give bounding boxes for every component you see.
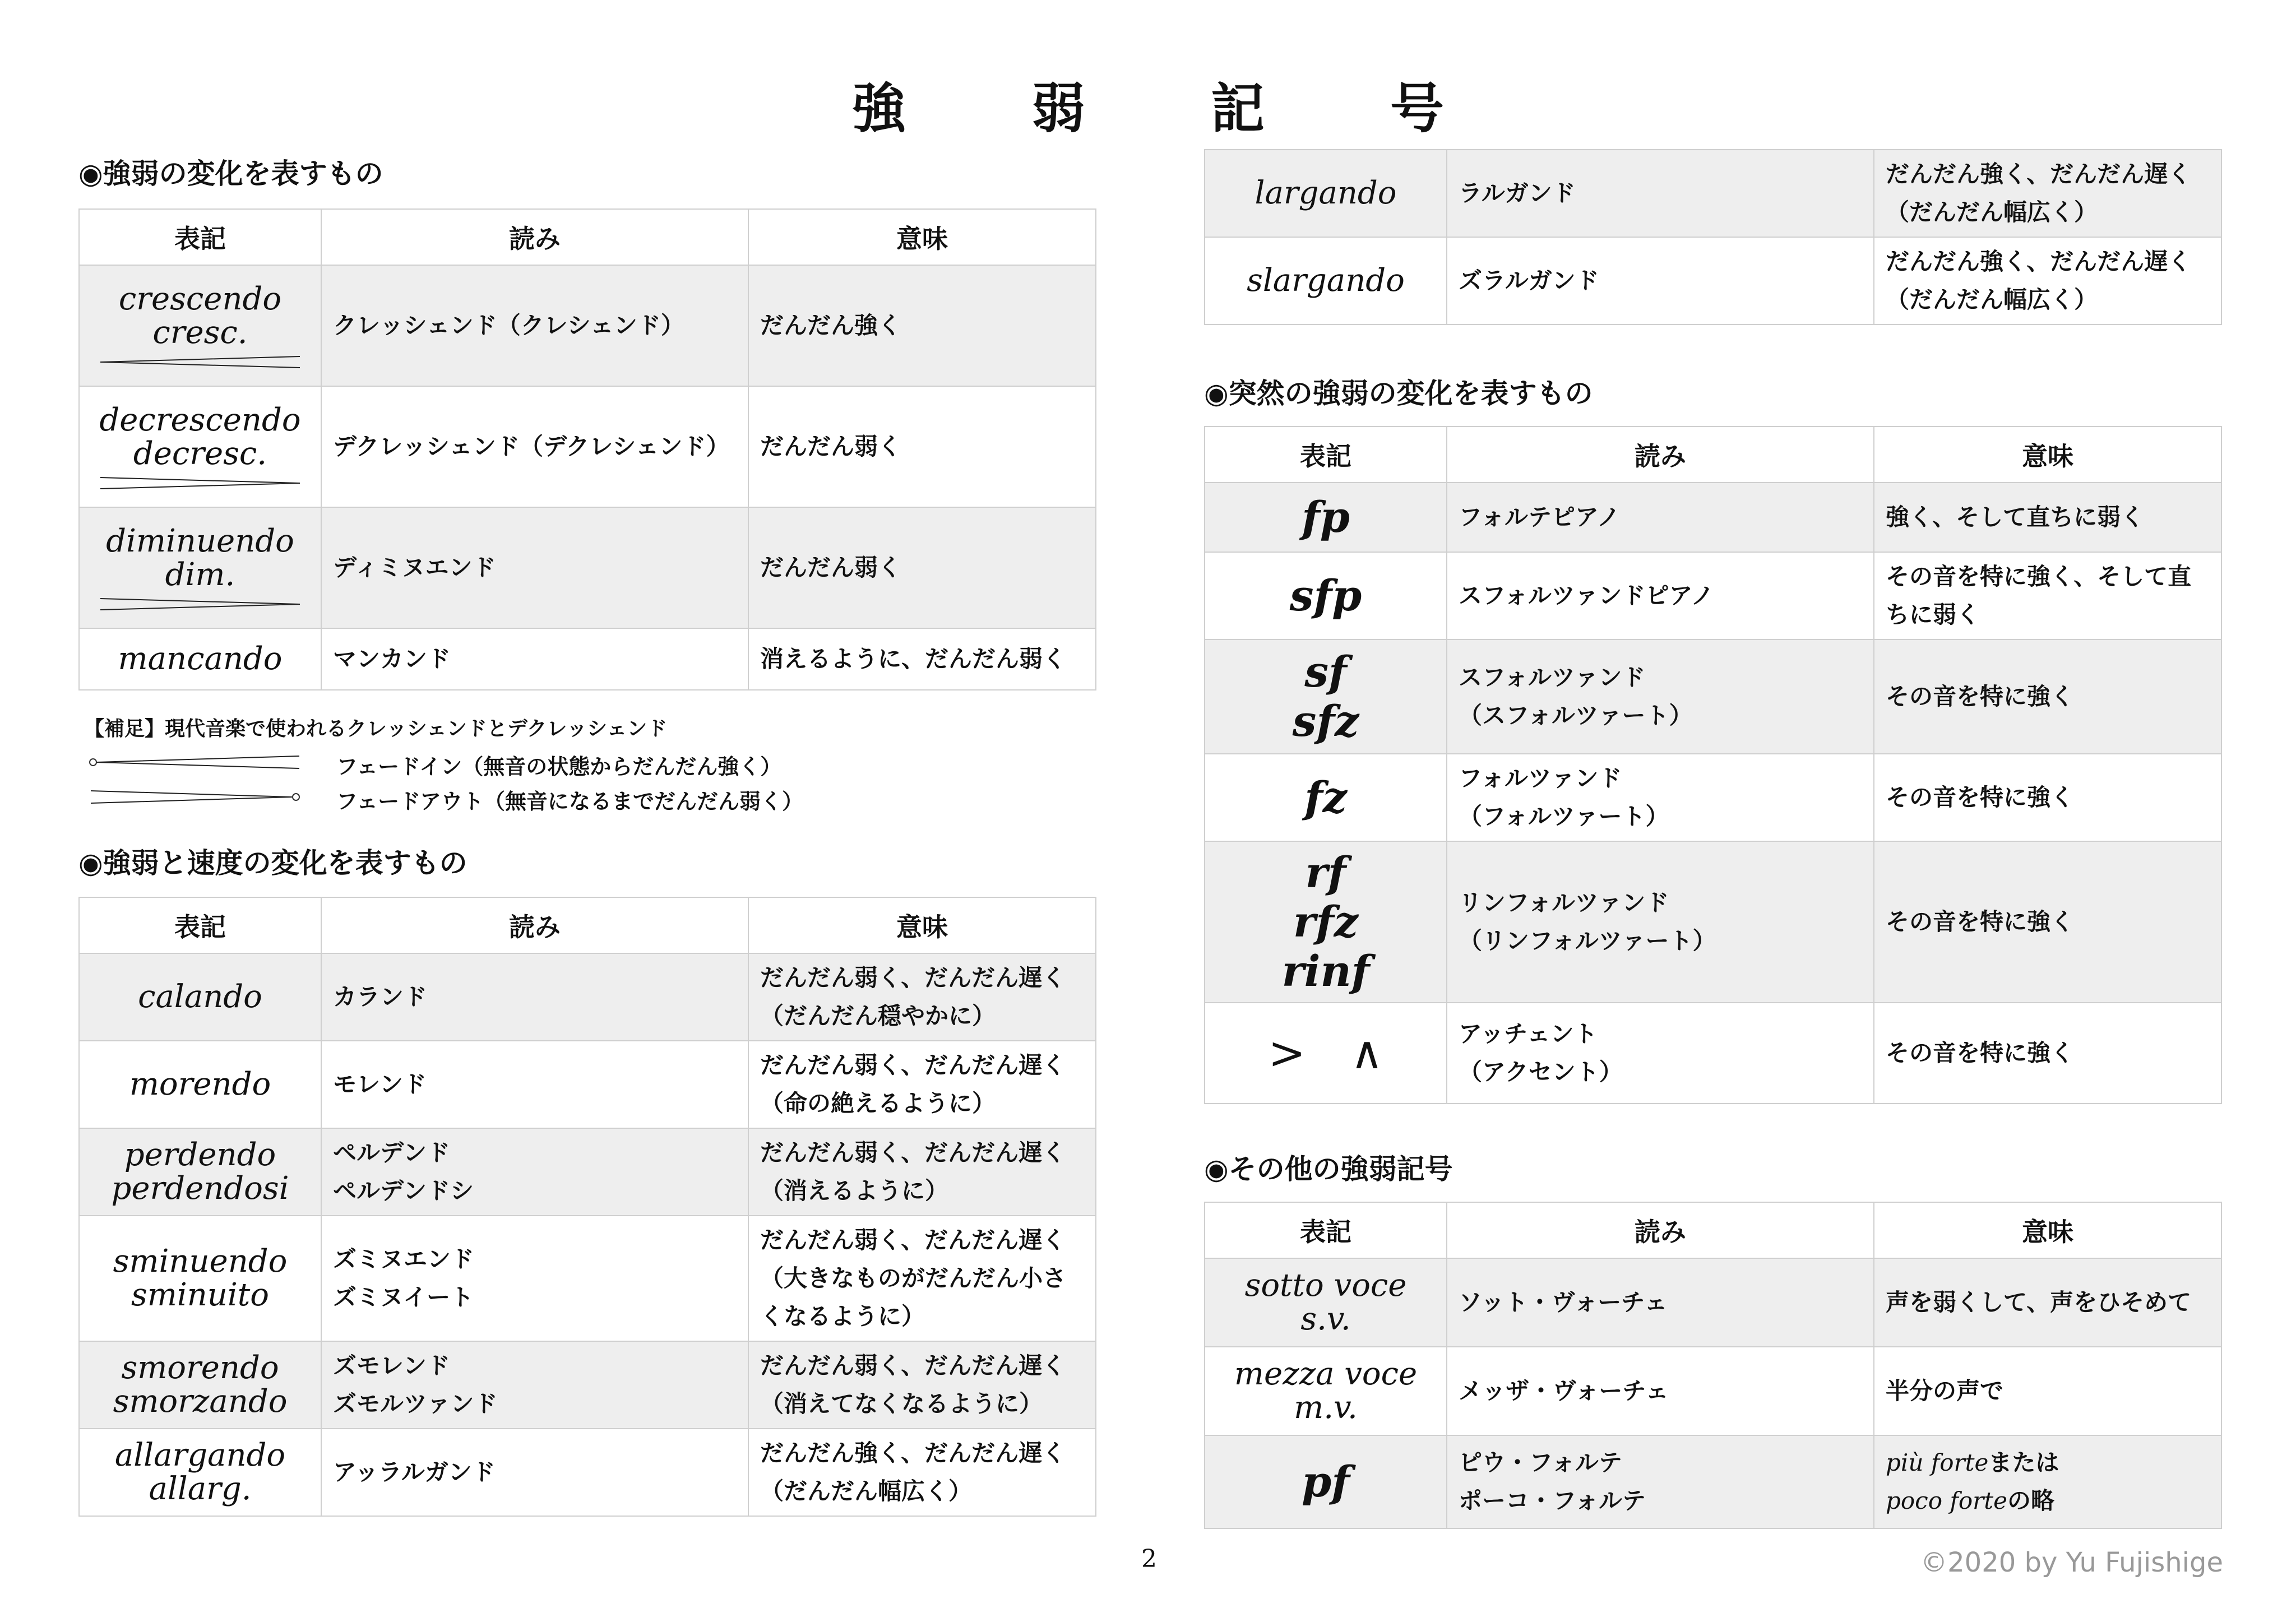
table-dynamic-tempo	[78, 897, 1096, 1517]
column-header-reading: 読み	[1447, 1202, 1874, 1258]
dynamic-mark: rfz	[1293, 897, 1358, 947]
table-row	[79, 1216, 1096, 1341]
table-other-dynamics	[1204, 1202, 2222, 1529]
meaning-line: 声を弱くして、声をひそめて	[1886, 1289, 2192, 1316]
notation-text: slargando	[1247, 262, 1405, 299]
table-header-row	[79, 897, 1096, 953]
notation-cell	[79, 628, 321, 690]
page-title: 強 弱 記 号	[852, 77, 1480, 140]
notation-cell	[79, 1041, 321, 1128]
meaning-italic: più forte	[1886, 1449, 1989, 1476]
reading-cell	[321, 1341, 748, 1429]
reading-cell	[321, 1429, 748, 1516]
notation-text: allargando	[114, 1437, 286, 1473]
meaning-line: （だんだん穏やかに）	[760, 1002, 996, 1030]
dynamic-mark: sfz	[1292, 696, 1359, 746]
table-row	[79, 386, 1096, 507]
column-header-meaning: 意味	[748, 897, 1096, 953]
notation-text: mancando	[118, 641, 283, 677]
dynamic-mark: sfp	[1289, 571, 1362, 620]
section-heading-tempo: ◉強弱と速度の変化を表すもの	[78, 847, 467, 879]
reading-line: スフォルツァンドピアノ	[1459, 582, 1715, 609]
page-number: 2	[1141, 1545, 1157, 1573]
reading-cell	[1447, 754, 1874, 841]
notation-cell	[1205, 1435, 1447, 1528]
meaning-line: その音を特に強く	[1886, 784, 2075, 811]
notation-text: s.v.	[1300, 1301, 1351, 1337]
meaning-line: だんだん強く、だんだん遅く	[1886, 248, 2192, 275]
meaning-line: だんだん弱く、だんだん遅く	[760, 1051, 1066, 1079]
reading-line: リンフォルツァンド	[1459, 889, 1669, 916]
notation-cell	[79, 386, 321, 507]
notation-text: mezza voce	[1234, 1356, 1418, 1392]
fade-in-row	[84, 746, 782, 781]
notation-cell	[1205, 1347, 1447, 1435]
reading-cell	[1447, 483, 1874, 552]
meaning-text: の略	[2007, 1487, 2054, 1514]
table-dynamic-change	[78, 208, 1096, 690]
reading-line: ズモレンド	[333, 1352, 450, 1379]
copyright-text: ©2020 by Yu Fujishige	[1920, 1547, 2223, 1578]
notation-cell	[79, 1429, 321, 1516]
meaning-cell: 消えるように、だんだん弱く	[748, 628, 1096, 690]
table-sudden-change	[1204, 426, 2222, 1104]
notation-text: smorendo	[121, 1350, 279, 1386]
notation-text: diminuendo	[106, 523, 294, 559]
meaning-line: その音を特に強く	[1886, 1039, 2075, 1067]
reading-line: カランド	[333, 983, 428, 1011]
reading-line: ラルガンド	[1459, 179, 1576, 207]
notation-cell	[79, 1128, 321, 1216]
meaning-cell	[1874, 1347, 2221, 1435]
meaning-line: だんだん弱く、だんだん遅く	[760, 1352, 1066, 1379]
table-row	[79, 1041, 1096, 1128]
reading-line: モレンド	[333, 1070, 427, 1098]
notation-text: decrescendo	[99, 402, 301, 438]
section-heading-change: ◉強弱の変化を表すもの	[78, 157, 383, 190]
notation-text: calando	[138, 979, 262, 1015]
meaning-italic: poco forte	[1886, 1487, 2007, 1514]
notation-text: allarg.	[149, 1471, 252, 1507]
meaning-line: だんだん強く、だんだん遅く	[1886, 160, 2192, 188]
reading-line: フォルテピアノ	[1459, 503, 1621, 531]
meaning-line	[1886, 1482, 2210, 1520]
meaning-line: だんだん弱く、だんだん遅く	[760, 1226, 1066, 1254]
notation-cell	[1205, 754, 1447, 841]
reading-line: アッチェント	[1459, 1020, 1598, 1048]
meaning-line: くなるように）	[760, 1303, 925, 1330]
reading-cell	[1447, 1258, 1874, 1347]
reading-line: メッザ・ヴォーチェ	[1459, 1377, 1669, 1405]
notation-text: largando	[1255, 175, 1397, 211]
reading-line: スフォルツァンド	[1459, 664, 1646, 691]
notation-cell	[1205, 1258, 1447, 1347]
meaning-line: （だんだん幅広く）	[760, 1477, 973, 1505]
notation-cell	[1205, 237, 1447, 325]
meaning-line: その音を特に強く	[1886, 683, 2075, 710]
column-header-notation: 表記	[1205, 1202, 1447, 1258]
reading-cell	[1447, 639, 1874, 754]
table-row	[1205, 1347, 2221, 1435]
meaning-line: （命の絶えるように）	[760, 1090, 996, 1117]
dynamic-mark: pf	[1302, 1457, 1350, 1507]
meaning-line	[1886, 1444, 2210, 1482]
meaning-cell	[748, 1216, 1096, 1341]
section-heading-other: ◉その他の強弱記号	[1204, 1153, 1453, 1185]
notation-text: decresc.	[133, 435, 267, 472]
notation-text: sotto voce	[1244, 1267, 1407, 1304]
meaning-cell	[1874, 639, 2221, 754]
accent-mark-icon: > ∧	[1268, 1027, 1383, 1079]
table-row	[1205, 150, 2221, 237]
meaning-line: その音を特に強く	[1886, 908, 2075, 935]
table-row	[1205, 552, 2221, 639]
table-row	[1205, 1435, 2221, 1528]
notation-text: perdendo	[124, 1137, 276, 1173]
meaning-line: （だんだん幅広く）	[1886, 286, 2098, 313]
supplement-note	[84, 713, 803, 815]
meaning-cell	[1874, 237, 2221, 325]
meaning-cell	[748, 1429, 1096, 1516]
notation-cell	[79, 265, 321, 386]
notation-text: morendo	[129, 1066, 271, 1102]
reading-line: （アクセント）	[1459, 1058, 1623, 1086]
reading-line: ズミヌエンド	[333, 1245, 475, 1273]
meaning-cell	[748, 1128, 1096, 1216]
reading-cell: デクレッシェンド（デクレシェンド）	[321, 386, 748, 507]
table-header-row	[79, 209, 1096, 265]
meaning-line: だんだん弱く、だんだん遅く	[760, 964, 1066, 991]
supplement-heading: 【補足】現代音楽で使われるクレッシェンドとデクレッシェンド	[84, 717, 668, 740]
table-row	[79, 953, 1096, 1041]
reading-line: ズモルツァンド	[333, 1390, 498, 1417]
column-header-reading: 読み	[1447, 427, 1874, 483]
notation-cell	[1205, 841, 1447, 1003]
table-row	[1205, 754, 2221, 841]
table-row	[1205, 639, 2221, 754]
reading-cell	[1447, 237, 1874, 325]
notation-cell	[79, 1341, 321, 1429]
fade-in-label: フェードイン（無音の状態からだんだん強く）	[336, 754, 782, 779]
meaning-line: （消えるように）	[760, 1177, 949, 1204]
meaning-text: または	[1988, 1449, 2059, 1476]
meaning-cell	[1874, 1435, 2221, 1528]
reading-cell	[321, 1041, 748, 1128]
reading-cell: クレッシェンド（クレシェンド）	[321, 265, 748, 386]
meaning-cell: だんだん強く	[748, 265, 1096, 386]
table-row	[1205, 1003, 2221, 1104]
notation-text: perdendosi	[111, 1170, 289, 1207]
reading-line: （リンフォルツァート）	[1459, 927, 1716, 954]
reading-cell	[321, 1128, 748, 1216]
column-header-reading: 読み	[321, 897, 748, 953]
reading-cell	[1447, 1003, 1874, 1104]
reading-line: （スフォルツァート）	[1459, 702, 1693, 729]
meaning-cell: だんだん弱く	[748, 507, 1096, 628]
reading-line: ペルデンド	[333, 1139, 451, 1166]
meaning-line: だんだん弱く、だんだん遅く	[760, 1139, 1066, 1166]
meaning-cell	[1874, 754, 2221, 841]
reading-line: （フォルツァート）	[1459, 803, 1669, 830]
table-row	[79, 1341, 1096, 1429]
meaning-line: （大きなものがだんだん小さ	[760, 1264, 1067, 1292]
meaning-cell	[1874, 150, 2221, 237]
notation-cell	[1205, 1003, 1447, 1104]
table-row	[79, 507, 1096, 628]
meaning-line: 半分の声で	[1886, 1377, 2004, 1405]
notation-cell	[1205, 552, 1447, 639]
reading-cell	[1447, 841, 1874, 1003]
column-header-notation: 表記	[79, 209, 321, 265]
meaning-cell	[1874, 1003, 2221, 1104]
column-header-notation: 表記	[1205, 427, 1447, 483]
dynamic-mark: sf	[1304, 647, 1347, 697]
fade-in-hairpin-icon	[89, 754, 302, 771]
meaning-cell	[748, 953, 1096, 1041]
reading-line: ポーコ・フォルテ	[1459, 1487, 1646, 1514]
reading-cell: マンカンド	[321, 628, 748, 690]
decrescendo-hairpin-icon	[99, 597, 301, 611]
table-row	[79, 1128, 1096, 1216]
notation-text: cresc.	[152, 314, 248, 351]
column-header-meaning: 意味	[1874, 1202, 2221, 1258]
reading-cell: ディミヌエンド	[321, 507, 748, 628]
notation-text: m.v.	[1294, 1389, 1358, 1426]
table-row	[1205, 841, 2221, 1003]
meaning-cell	[1874, 552, 2221, 639]
meaning-cell	[1874, 483, 2221, 552]
dynamic-mark: rinf	[1281, 946, 1370, 996]
reading-line: ソット・ヴォーチェ	[1459, 1289, 1668, 1316]
meaning-line: （だんだん幅広く）	[1886, 198, 2098, 226]
table-header-row	[1205, 427, 2221, 483]
reading-cell	[1447, 1435, 1874, 1528]
notation-cell	[1205, 639, 1447, 754]
column-header-meaning: 意味	[1874, 427, 2221, 483]
notation-text: crescendo	[118, 281, 282, 317]
column-header-notation: 表記	[79, 897, 321, 953]
table-row	[1205, 1258, 2221, 1347]
reading-line: ズミヌイート	[333, 1283, 474, 1311]
table-row	[1205, 483, 2221, 552]
meaning-cell: だんだん弱く	[748, 386, 1096, 507]
notation-cell	[1205, 150, 1447, 237]
meaning-line: 強く、そして直ちに弱く	[1886, 503, 2145, 531]
meaning-line: （消えてなくなるように）	[760, 1390, 1043, 1417]
crescendo-hairpin-icon	[99, 355, 301, 369]
notation-cell	[1205, 483, 1447, 552]
notation-text: smorzando	[113, 1383, 288, 1420]
table-row	[1205, 237, 2221, 325]
notation-cell	[79, 953, 321, 1041]
reading-line: ピウ・フォルテ	[1459, 1449, 1622, 1476]
reading-cell	[1447, 1347, 1874, 1435]
meaning-line: ちに弱く	[1886, 601, 1980, 628]
reading-cell	[321, 953, 748, 1041]
dynamic-mark: rf	[1305, 847, 1346, 897]
meaning-cell	[748, 1041, 1096, 1128]
table-row	[79, 265, 1096, 386]
column-header-reading: 読み	[321, 209, 748, 265]
table-header-row	[1205, 1202, 2221, 1258]
table-dynamic-tempo-continued	[1204, 149, 2222, 325]
notation-cell	[79, 1216, 321, 1341]
dynamic-mark: fp	[1302, 492, 1350, 542]
reading-line: アッラルガンド	[333, 1458, 496, 1486]
notation-text: sminuendo	[113, 1243, 288, 1280]
meaning-line: その音を特に強く、そして直	[1886, 563, 2192, 590]
reading-cell	[1447, 552, 1874, 639]
meaning-line: だんだん強く、だんだん遅く	[760, 1439, 1066, 1467]
notation-text: sminuito	[131, 1277, 269, 1313]
decrescendo-hairpin-icon	[99, 476, 301, 490]
reading-line: フォルツァンド	[1459, 764, 1622, 792]
column-header-meaning: 意味	[748, 209, 1096, 265]
table-row	[79, 628, 1096, 690]
reading-cell	[321, 1216, 748, 1341]
fade-out-hairpin-icon	[89, 789, 302, 805]
meaning-cell	[748, 1341, 1096, 1429]
fade-out-row	[84, 781, 803, 815]
section-heading-sudden: ◉突然の強弱の変化を表すもの	[1204, 377, 1593, 410]
reading-cell	[1447, 150, 1874, 237]
reading-line: ズラルガンド	[1459, 267, 1599, 294]
meaning-cell	[1874, 1258, 2221, 1347]
notation-cell	[79, 507, 321, 628]
table-row	[79, 1429, 1096, 1516]
meaning-cell	[1874, 841, 2221, 1003]
reading-line: ペルデンドシ	[333, 1177, 474, 1204]
dynamic-mark: fz	[1304, 772, 1347, 822]
notation-text: dim.	[165, 557, 235, 593]
fade-out-label: フェードアウト（無音になるまでだんだん弱く）	[336, 789, 803, 814]
